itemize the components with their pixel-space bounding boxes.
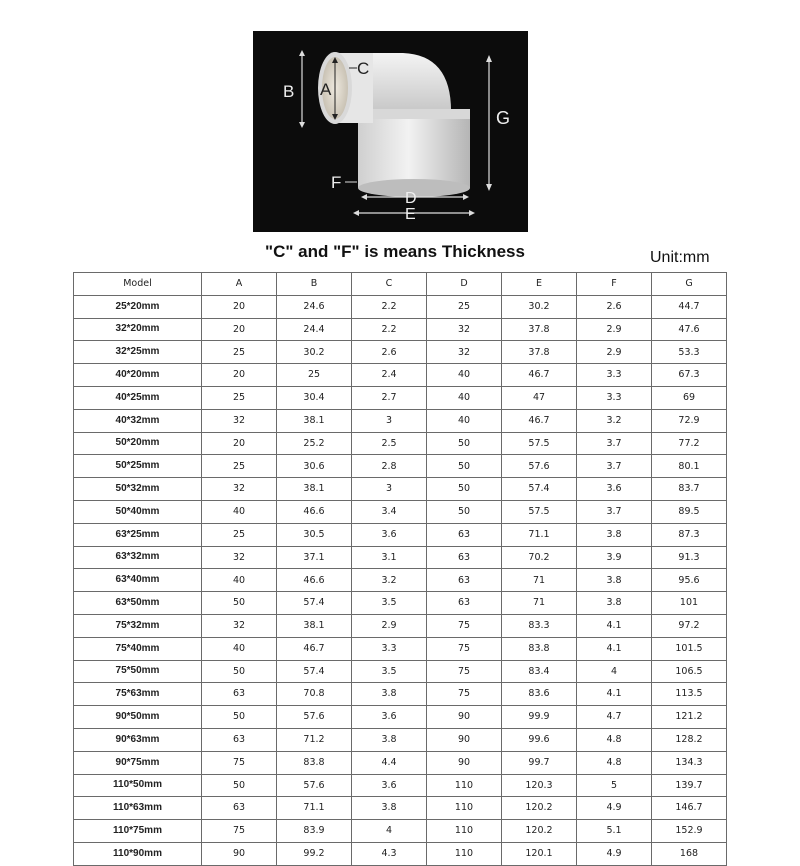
column-header-b: B [277,273,352,296]
value-cell-a: 20 [202,364,277,387]
value-cell-a: 50 [202,774,277,797]
dimension-b-label: B [283,82,295,101]
value-cell-b: 71.1 [277,797,352,820]
table-row [74,478,727,501]
value-cell-d: 63 [427,592,502,615]
table-row [74,637,727,660]
table-row [74,386,727,409]
value-cell-c: 3.6 [352,706,427,729]
model-cell: 50*40mm [74,500,202,523]
value-cell-a: 25 [202,386,277,409]
value-cell-g: 168 [652,842,727,865]
value-cell-c: 3.3 [352,637,427,660]
value-cell-a: 25 [202,523,277,546]
value-cell-f: 4 [577,660,652,683]
value-cell-a: 50 [202,660,277,683]
dimension-b-arrow-top [299,50,305,56]
value-cell-g: 113.5 [652,683,727,706]
dimension-d-label: D [405,190,417,207]
value-cell-c: 3.8 [352,797,427,820]
value-cell-c: 2.8 [352,455,427,478]
value-cell-f: 3.3 [577,386,652,409]
value-cell-g: 106.5 [652,660,727,683]
table-row [74,751,727,774]
value-cell-g: 95.6 [652,569,727,592]
value-cell-d: 63 [427,546,502,569]
value-cell-f: 4.9 [577,797,652,820]
value-cell-f: 2.6 [577,295,652,318]
model-cell: 63*25mm [74,523,202,546]
model-cell: 110*50mm [74,774,202,797]
value-cell-c: 3.6 [352,523,427,546]
table-row [74,455,727,478]
value-cell-e: 120.1 [502,842,577,865]
model-cell: 75*40mm [74,637,202,660]
value-cell-g: 80.1 [652,455,727,478]
value-cell-f: 4.1 [577,683,652,706]
value-cell-d: 110 [427,820,502,843]
model-cell: 75*50mm [74,660,202,683]
value-cell-d: 50 [427,432,502,455]
value-cell-b: 38.1 [277,478,352,501]
elbow-fitting-illustration [253,31,528,232]
value-cell-b: 25 [277,364,352,387]
table-row [74,432,727,455]
value-cell-d: 40 [427,364,502,387]
value-cell-e: 83.3 [502,614,577,637]
lower-socket [358,116,470,188]
dimension-g-arrow-bottom [486,184,492,191]
value-cell-f: 3.7 [577,455,652,478]
value-cell-g: 69 [652,386,727,409]
table-row [74,797,727,820]
value-cell-c: 4 [352,820,427,843]
value-cell-b: 38.1 [277,614,352,637]
value-cell-f: 4.1 [577,637,652,660]
value-cell-c: 3.1 [352,546,427,569]
value-cell-e: 57.5 [502,500,577,523]
value-cell-f: 3.3 [577,364,652,387]
value-cell-g: 97.2 [652,614,727,637]
value-cell-a: 32 [202,546,277,569]
model-cell: 63*32mm [74,546,202,569]
dimension-g-label: G [496,108,511,128]
table-row [74,842,727,865]
dimension-e-arrow-left [353,210,359,216]
value-cell-e: 46.7 [502,364,577,387]
value-cell-d: 32 [427,341,502,364]
value-cell-b: 57.4 [277,592,352,615]
model-cell: 90*75mm [74,751,202,774]
value-cell-d: 110 [427,774,502,797]
table-row [74,318,727,341]
value-cell-e: 83.8 [502,637,577,660]
value-cell-e: 57.6 [502,455,577,478]
value-cell-f: 5 [577,774,652,797]
value-cell-c: 2.9 [352,614,427,637]
value-cell-a: 63 [202,728,277,751]
table-row [74,546,727,569]
model-cell: 40*25mm [74,386,202,409]
value-cell-e: 71 [502,592,577,615]
value-cell-f: 2.9 [577,341,652,364]
value-cell-d: 90 [427,751,502,774]
value-cell-c: 3.6 [352,774,427,797]
dimension-e-label: E [405,206,416,223]
value-cell-c: 3.4 [352,500,427,523]
dimension-a-label: A [320,80,332,99]
table-row [74,500,727,523]
value-cell-d: 90 [427,706,502,729]
value-cell-e: 47 [502,386,577,409]
value-cell-d: 50 [427,478,502,501]
model-cell: 32*20mm [74,318,202,341]
value-cell-a: 25 [202,341,277,364]
value-cell-d: 63 [427,523,502,546]
model-cell: 90*63mm [74,728,202,751]
model-cell: 63*40mm [74,569,202,592]
value-cell-b: 57.6 [277,706,352,729]
value-cell-g: 47.6 [652,318,727,341]
value-cell-e: 37.8 [502,318,577,341]
value-cell-f: 4.9 [577,842,652,865]
value-cell-c: 3 [352,478,427,501]
value-cell-f: 3.8 [577,569,652,592]
model-cell: 90*50mm [74,706,202,729]
value-cell-g: 83.7 [652,478,727,501]
value-cell-e: 120.3 [502,774,577,797]
value-cell-c: 3.8 [352,728,427,751]
value-cell-d: 110 [427,842,502,865]
model-cell: 110*63mm [74,797,202,820]
value-cell-a: 32 [202,478,277,501]
value-cell-e: 83.4 [502,660,577,683]
value-cell-b: 71.2 [277,728,352,751]
model-cell: 25*20mm [74,295,202,318]
value-cell-a: 63 [202,683,277,706]
value-cell-a: 40 [202,500,277,523]
value-cell-b: 57.4 [277,660,352,683]
dimension-f-label: F [331,173,342,192]
value-cell-g: 146.7 [652,797,727,820]
value-cell-e: 71 [502,569,577,592]
value-cell-a: 20 [202,318,277,341]
value-cell-d: 75 [427,614,502,637]
table-row [74,295,727,318]
value-cell-c: 3.8 [352,683,427,706]
value-cell-g: 91.3 [652,546,727,569]
value-cell-e: 70.2 [502,546,577,569]
value-cell-e: 99.7 [502,751,577,774]
value-cell-g: 87.3 [652,523,727,546]
unit-label: Unit:mm [650,249,710,266]
value-cell-b: 30.5 [277,523,352,546]
value-cell-b: 70.8 [277,683,352,706]
table-row [74,728,727,751]
value-cell-d: 40 [427,409,502,432]
value-cell-d: 50 [427,500,502,523]
value-cell-b: 30.4 [277,386,352,409]
value-cell-f: 3.6 [577,478,652,501]
value-cell-e: 46.7 [502,409,577,432]
value-cell-g: 53.3 [652,341,727,364]
table-row [74,706,727,729]
value-cell-e: 37.8 [502,341,577,364]
value-cell-d: 75 [427,637,502,660]
value-cell-c: 2.7 [352,386,427,409]
value-cell-d: 40 [427,386,502,409]
table-row [74,409,727,432]
bend-collar [358,109,470,119]
model-cell: 50*20mm [74,432,202,455]
value-cell-b: 25.2 [277,432,352,455]
table-row [74,569,727,592]
value-cell-f: 3.8 [577,523,652,546]
value-cell-e: 120.2 [502,797,577,820]
table-row [74,523,727,546]
value-cell-b: 99.2 [277,842,352,865]
table-row [74,341,727,364]
value-cell-d: 25 [427,295,502,318]
column-header-a: A [202,273,277,296]
value-cell-a: 90 [202,842,277,865]
value-cell-f: 3.7 [577,500,652,523]
value-cell-b: 30.6 [277,455,352,478]
value-cell-f: 2.9 [577,318,652,341]
value-cell-f: 3.7 [577,432,652,455]
value-cell-e: 99.9 [502,706,577,729]
value-cell-f: 3.9 [577,546,652,569]
value-cell-e: 30.2 [502,295,577,318]
value-cell-d: 75 [427,683,502,706]
value-cell-e: 83.6 [502,683,577,706]
value-cell-c: 2.6 [352,341,427,364]
value-cell-c: 2.4 [352,364,427,387]
table-row [74,683,727,706]
column-header-f: F [577,273,652,296]
model-cell: 50*32mm [74,478,202,501]
value-cell-c: 4.4 [352,751,427,774]
value-cell-f: 5.1 [577,820,652,843]
model-cell: 63*50mm [74,592,202,615]
value-cell-a: 32 [202,409,277,432]
value-cell-a: 75 [202,751,277,774]
value-cell-c: 3.2 [352,569,427,592]
value-cell-d: 75 [427,660,502,683]
model-cell: 50*25mm [74,455,202,478]
value-cell-e: 57.4 [502,478,577,501]
value-cell-a: 63 [202,797,277,820]
dimension-spec-table [73,272,727,866]
value-cell-b: 83.8 [277,751,352,774]
value-cell-d: 63 [427,569,502,592]
value-cell-d: 110 [427,797,502,820]
value-cell-f: 4.7 [577,706,652,729]
model-cell: 40*32mm [74,409,202,432]
model-cell: 75*32mm [74,614,202,637]
value-cell-a: 40 [202,637,277,660]
table-header-row [74,273,727,296]
value-cell-f: 3.8 [577,592,652,615]
dimension-c-label: C [357,59,370,78]
value-cell-f: 3.2 [577,409,652,432]
value-cell-c: 3 [352,409,427,432]
value-cell-a: 20 [202,432,277,455]
table-row [74,820,727,843]
value-cell-b: 46.6 [277,500,352,523]
table-row [74,614,727,637]
value-cell-a: 50 [202,592,277,615]
value-cell-b: 24.4 [277,318,352,341]
value-cell-b: 24.6 [277,295,352,318]
column-header-c: C [352,273,427,296]
value-cell-e: 99.6 [502,728,577,751]
value-cell-a: 25 [202,455,277,478]
value-cell-a: 75 [202,820,277,843]
thickness-caption: "C" and "F" is means Thickness [265,242,525,261]
value-cell-a: 32 [202,614,277,637]
table-row [74,660,727,683]
value-cell-b: 46.6 [277,569,352,592]
model-cell: 75*63mm [74,683,202,706]
value-cell-e: 120.2 [502,820,577,843]
value-cell-b: 83.9 [277,820,352,843]
value-cell-g: 152.9 [652,820,727,843]
model-cell: 40*20mm [74,364,202,387]
value-cell-g: 128.2 [652,728,727,751]
value-cell-g: 89.5 [652,500,727,523]
value-cell-b: 57.6 [277,774,352,797]
table-row [74,774,727,797]
value-cell-b: 37.1 [277,546,352,569]
value-cell-b: 38.1 [277,409,352,432]
value-cell-g: 67.3 [652,364,727,387]
value-cell-g: 134.3 [652,751,727,774]
value-cell-g: 72.9 [652,409,727,432]
elbow-fitting-diagram [253,31,528,232]
value-cell-e: 57.5 [502,432,577,455]
column-header-d: D [427,273,502,296]
value-cell-g: 139.7 [652,774,727,797]
table-row [74,364,727,387]
value-cell-f: 4.8 [577,751,652,774]
value-cell-f: 4.8 [577,728,652,751]
dimension-b-arrow-bottom [299,122,305,128]
value-cell-g: 77.2 [652,432,727,455]
value-cell-c: 2.2 [352,295,427,318]
value-cell-d: 50 [427,455,502,478]
value-cell-g: 44.7 [652,295,727,318]
model-cell: 110*75mm [74,820,202,843]
column-header-e: E [502,273,577,296]
value-cell-b: 30.2 [277,341,352,364]
value-cell-g: 121.2 [652,706,727,729]
value-cell-f: 4.1 [577,614,652,637]
model-cell: 110*90mm [74,842,202,865]
value-cell-c: 3.5 [352,592,427,615]
table-body [74,295,727,865]
value-cell-c: 3.5 [352,660,427,683]
dimension-d-arrow-left [361,194,367,200]
dimension-g-arrow-top [486,55,492,62]
value-cell-e: 71.1 [502,523,577,546]
value-cell-c: 2.2 [352,318,427,341]
value-cell-g: 101 [652,592,727,615]
column-header-model: Model [74,273,202,296]
value-cell-b: 46.7 [277,637,352,660]
dimension-e-arrow-right [469,210,475,216]
dimension-d-arrow-right [463,194,469,200]
value-cell-a: 50 [202,706,277,729]
column-header-g: G [652,273,727,296]
table-row [74,592,727,615]
value-cell-c: 2.5 [352,432,427,455]
value-cell-a: 40 [202,569,277,592]
value-cell-g: 101.5 [652,637,727,660]
value-cell-d: 32 [427,318,502,341]
model-cell: 32*25mm [74,341,202,364]
value-cell-d: 90 [427,728,502,751]
value-cell-c: 4.3 [352,842,427,865]
value-cell-a: 20 [202,295,277,318]
